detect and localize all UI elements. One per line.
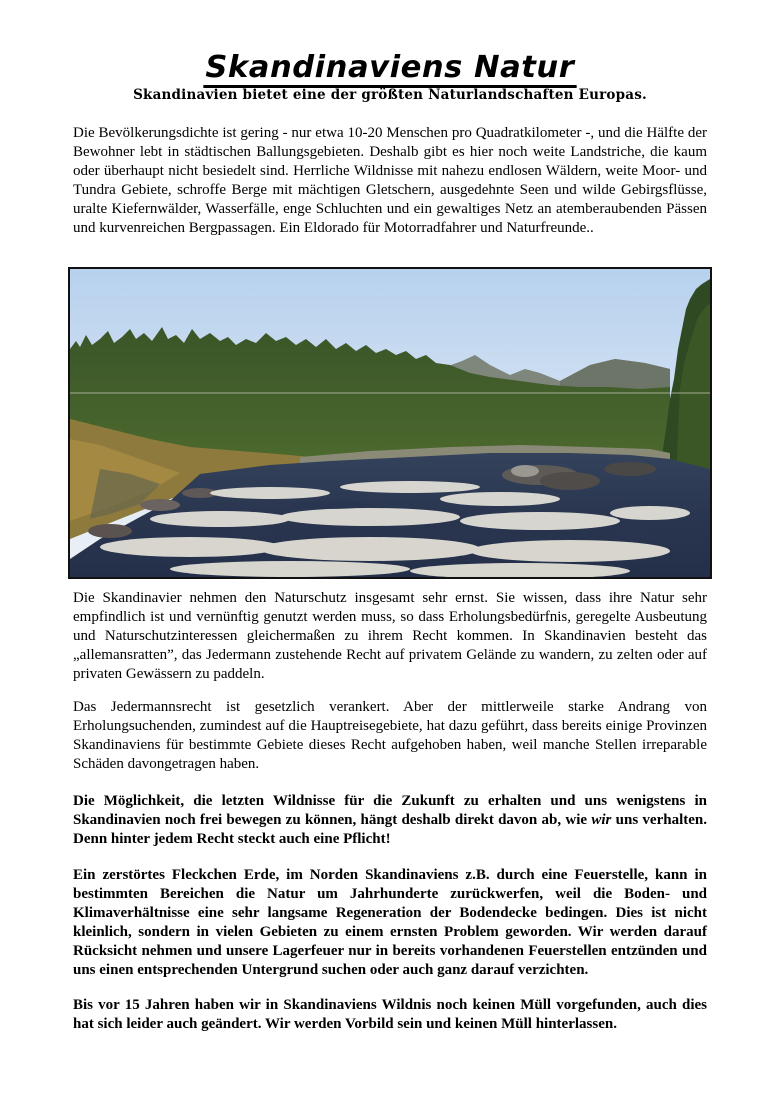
paragraph-nature-protection: Die Skandinavier nehmen den Naturschutz insgesamt sehr ernst. Sie wissen, dass ihre Natur sehr empfindlich ist und vernünftig genutzt werden muss, so dass Erholungsbedürfnis, geregelte Ausbeutung und Naturschutzinteressen gleichermaßen zu ihrem Recht kommen. In Skandinavien besteht das „allemansratten”, das Jedermann zustehende Recht auf privatem Gelände zu wandern, zu zelten oder auf privaten Gewässern zu paddeln.	[73, 590, 707, 682]
paragraph-wilderness-responsibility	[73, 792, 707, 849]
paragraph-text-before: Die Möglichkeit, die letzten Wildnisse für die Zukunft zu erhalten und uns wenigstens in Skandinavien noch frei bewegen zu können, hängt deshalb direkt davon ab, wie	[73, 793, 707, 828]
river-rapids-illustration	[70, 269, 710, 577]
document-subtitle: Skandinavien bietet eine der größten Naturlandschaften Europas.	[133, 87, 647, 103]
paragraph-everyman-right: Das Jedermannsrecht ist gesetzlich verankert. Aber der mittlerweile starke Andrang von Erholungsuchenden, zumindest auf die Hauptreisegebiete, hat dazu geführt, dass bereits einige Provinzen Skandinaviens für bestimmte Gebiete dieses Recht aufgehoben haben, weil manche Stellen irreparable Schäden davongetragen haben.	[73, 699, 707, 772]
document-title-text: Skandinaviens Natur	[203, 51, 576, 88]
document-title	[73, 48, 707, 88]
paragraph-campfire: Ein zerstörtes Fleckchen Erde, im Norden Skandinaviens z.B. durch eine Feuerstelle, kann in bestimmten Bereichen die Natur um Jahrhunderte zurückwerfen, weil die Boden- und Klimaverhältnisse eine sehr langsame Regeneration der Bodendecke bedingen. Dies ist nicht kleinlich, sondern in vielen Gebieten zu einem ernsten Problem geworden. Wir werden darauf Rücksicht nehmen und unsere Lagerfeuer nur in bereits vorhandenen Feuerstellen entzünden und uns einen entsprechenden Untergrund suchen oder auch ganz darauf verzichten.	[73, 867, 707, 978]
paragraph-population: Die Bevölkerungsdichte ist gering - nur etwa 10-20 Menschen pro Quadratkilometer -, und die Hälfte der Bewohner lebt in städtischen Ballungsgebieten. Deshalb gibt es hier noch weite Landstriche, die kaum oder überhaupt nicht besiedelt sind. Herrliche Wildnisse mit nahezu endlosen Wäldern, weite Moor- und Tundra Gebiete, schroffe Berge mit mächtigen Gletschern, ausgedehnte Seen und wilde Gebirgsflüsse, uralte Kiefernwälder, Wasserfälle, enge Schluchten und ein gewaltiges Netz an atemberaubenden Pässen und kurvenreichen Bergpassagen. Ein Eldorado für Motorradfahrer und Naturfreunde..	[73, 125, 707, 236]
paragraph-waste: Bis vor 15 Jahren haben wir in Skandinaviens Wildnis noch keinen Müll vorgefunden, auch dies hat sich leider auch geändert. Wir werden Vorbild sein und keinen Müll hinterlassen.	[73, 997, 707, 1032]
paragraph-text-after: uns verhalten. Denn hinter jedem Recht steckt auch eine Pflicht!	[73, 812, 707, 847]
paragraph-emphasis-wir: wir	[591, 812, 612, 828]
river-landscape-photo	[68, 267, 712, 579]
